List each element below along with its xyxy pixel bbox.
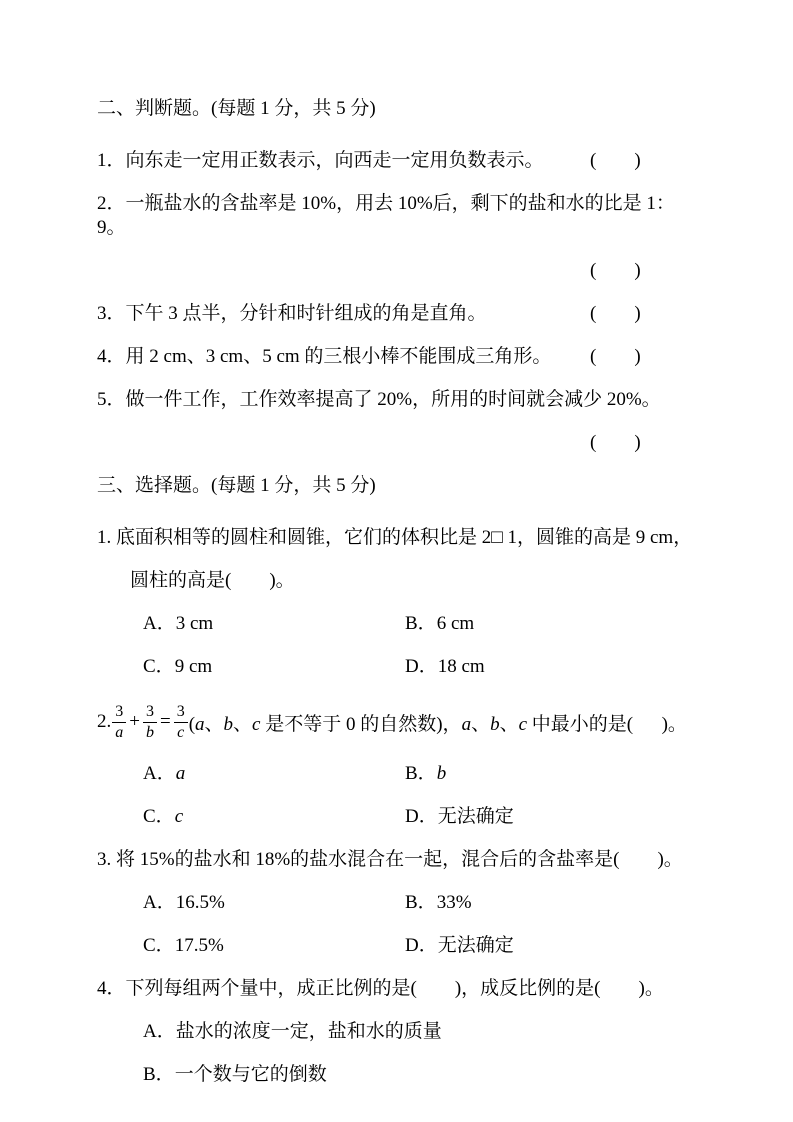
choice-question-3-options-row-2 <box>97 934 693 958</box>
question-text: 底面积相等的圆柱和圆锥，它们的体积比是 2□ 1，圆锥的高是 9 cm， <box>116 527 693 548</box>
question-text: (a、b、c 是不等于 0 的自然数)，a、b、c 中最小的是( )。 <box>188 713 687 735</box>
option-c <box>143 805 405 829</box>
question-number: 4． <box>97 346 126 367</box>
option-value: 一个数与它的倒数 <box>174 1064 327 1085</box>
fraction-3-over-c <box>174 704 188 741</box>
option-label: C． <box>143 656 175 677</box>
choice-question-1-stem-line1 <box>97 526 693 550</box>
choice-question-2-options-row-1 <box>97 762 693 786</box>
question-text: 圆柱的高是( )。 <box>130 570 295 591</box>
fraction-denominator: b <box>145 723 154 741</box>
equals-operator: = <box>159 711 171 732</box>
option-value: 16.5% <box>175 892 225 913</box>
fraction-3-over-a <box>112 704 126 741</box>
option-a <box>143 1020 442 1044</box>
answer-bracket: ( ) <box>590 346 641 367</box>
option-label: B． <box>405 613 437 634</box>
judge-question-2-bracket-line <box>97 259 693 283</box>
answer-bracket: ( ) <box>590 150 641 171</box>
choice-question-1-options-row-2 <box>97 655 693 679</box>
fraction-denominator: c <box>177 723 185 741</box>
question-text: 一瓶盐水的含盐率是 10%，用去 10%后，剩下的盐和水的比是 1：9。 <box>97 193 675 238</box>
judge-question-3 <box>97 302 693 326</box>
question-text: 将 15%的盐水和 18%的盐水混合在一起，混合后的含盐率是( )。 <box>116 849 683 870</box>
question-number: 5． <box>97 389 126 410</box>
option-label: D． <box>405 935 438 956</box>
judge-question-1 <box>97 149 693 173</box>
option-label: C． <box>143 935 175 956</box>
plus-operator: + <box>129 711 140 732</box>
option-d <box>405 655 667 679</box>
fraction-numerator: 3 <box>174 704 188 723</box>
choice-question-1-options-row-1 <box>97 612 693 636</box>
question-number: 1． <box>97 150 126 171</box>
choice-question-4-option-b-row <box>97 1063 693 1087</box>
question-number: 1. <box>97 527 116 548</box>
option-label: C． <box>143 806 175 827</box>
answer-bracket: ( ) <box>590 303 641 324</box>
option-value: 盐水的浓度一定，盐和水的质量 <box>175 1021 442 1042</box>
option-label: A． <box>143 1021 176 1042</box>
question-number: 2． <box>97 193 126 214</box>
option-label: B． <box>143 1064 175 1085</box>
question-text: 用 2 cm、3 cm、5 cm 的三根小棒不能围成三角形。 <box>125 346 552 367</box>
option-b <box>143 1063 327 1087</box>
choice-question-3-options-row-1 <box>97 891 693 915</box>
judge-question-4 <box>97 345 693 369</box>
fraction-numerator: 3 <box>112 704 126 723</box>
fraction-denominator: a <box>115 723 124 741</box>
judge-question-2 <box>97 192 693 240</box>
choice-question-3-stem <box>97 848 693 872</box>
question-number: 3. <box>97 849 116 870</box>
option-label: D． <box>405 806 438 827</box>
option-value: 无法确定 <box>437 935 514 956</box>
option-c <box>143 934 405 958</box>
choice-question-1-stem-line2 <box>97 569 693 593</box>
option-value: 33% <box>436 892 472 913</box>
option-value: 无法确定 <box>437 806 514 827</box>
option-label: A． <box>143 892 176 913</box>
question-text: 做一件工作，工作效率提高了 20%，所用的时间就会减少 20%。 <box>125 389 661 410</box>
option-label: A． <box>143 613 176 634</box>
option-a <box>143 762 405 786</box>
option-value: 18 cm <box>437 656 485 677</box>
option-value: 6 cm <box>436 613 475 634</box>
judge-section-heading: 二、判断题。(每题 1 分，共 5 分) <box>97 98 376 119</box>
judge-question-5 <box>97 388 693 412</box>
option-label: B． <box>405 892 437 913</box>
option-d <box>405 934 667 958</box>
option-b <box>405 891 667 915</box>
answer-bracket: ( ) <box>590 432 641 453</box>
question-number: 2. <box>97 711 112 732</box>
fraction-3-over-b <box>143 704 157 741</box>
option-b <box>405 612 667 636</box>
question-number: 4． <box>97 978 126 999</box>
option-label: D． <box>405 656 438 677</box>
option-value: 9 cm <box>174 656 213 677</box>
fraction-numerator: 3 <box>143 704 157 723</box>
option-value: a <box>175 763 186 784</box>
option-b <box>405 762 667 786</box>
answer-bracket: ( ) <box>590 260 641 281</box>
choice-section-heading: 三、选择题。(每题 1 分，共 5 分) <box>97 475 376 496</box>
option-a <box>143 891 405 915</box>
judge-question-5-bracket-line <box>97 431 693 455</box>
option-c <box>143 655 405 679</box>
option-value: b <box>436 763 447 784</box>
option-label: A． <box>143 763 176 784</box>
question-number: 3． <box>97 303 126 324</box>
option-value: 17.5% <box>174 935 224 956</box>
choice-question-2-stem <box>97 698 693 746</box>
option-d <box>405 805 667 829</box>
choice-question-4-option-a-row <box>97 1020 693 1044</box>
option-a <box>143 612 405 636</box>
question-text: 向东走一定用正数表示，向西走一定用负数表示。 <box>125 150 544 171</box>
option-label: B． <box>405 763 437 784</box>
choice-question-2-options-row-2 <box>97 805 693 829</box>
choice-question-4-stem <box>97 977 693 1001</box>
question-text: 下午 3 点半，分针和时针组成的角是直角。 <box>125 303 487 324</box>
option-value: 3 cm <box>175 613 214 634</box>
question-text: 下列每组两个量中，成正比例的是( )，成反比例的是( )。 <box>125 978 664 999</box>
option-value: c <box>174 806 184 827</box>
